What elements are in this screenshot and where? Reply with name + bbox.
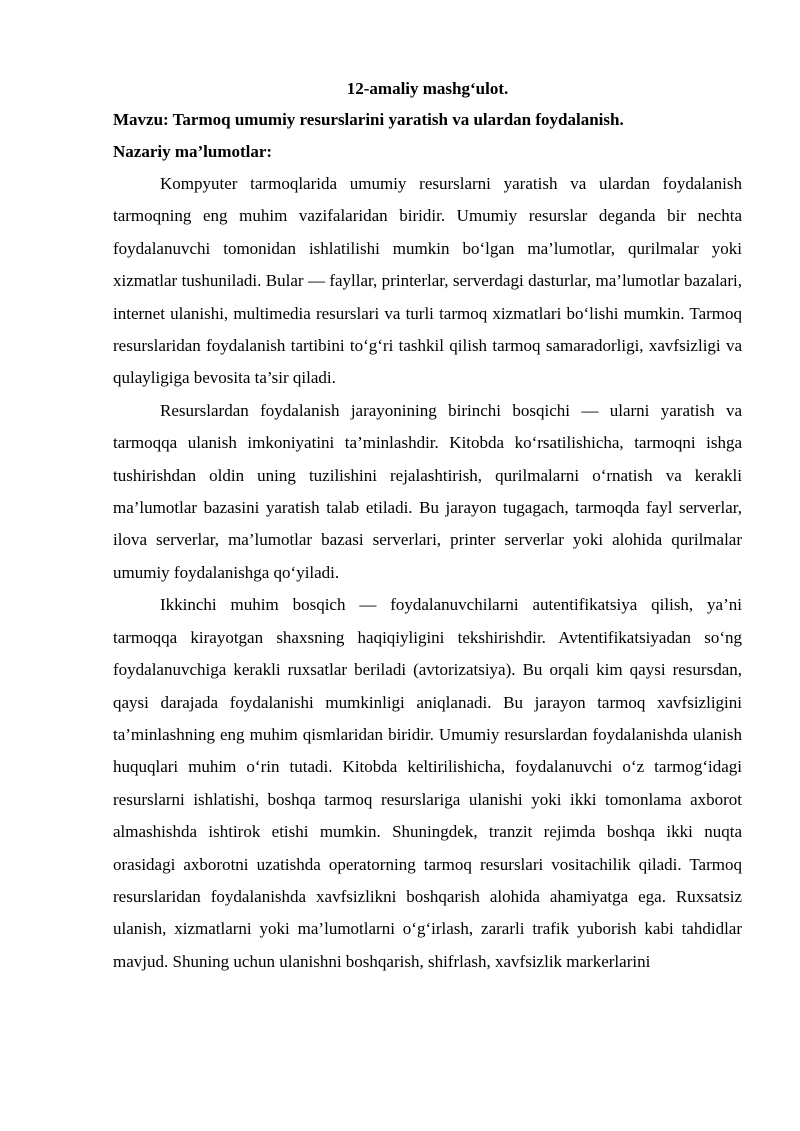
- lesson-number-title: 12-amaliy mashg‘ulot.: [346, 79, 509, 98]
- paragraph-3: Ikkinchi muhim bosqich — foydalanuvchilarni autentifikatsiya qilish, ya’ni tarmoqqa kirayotgan shaxsning haqiqiyligini tekshirishdir. Avtentifikatsiyadan so‘ng foydalanuvchiga kerakli ruxsatlar beriladi (avtorizatsiya). Bu orqali kim qaysi resursdan, qaysi darajada foydalanishi mumkinligi aniqlanadi. Bu jarayon tarmoq xavfsizligini ta’minlashning eng muhim qismlaridan biridir. Umumiy resurslardan foydalanishda ulanish huquqlari muhim o‘rin tutadi. Kitobda keltirilishicha, foydalanuvchi o‘z tarmog‘idagi resurslarni ishlatishi, boshqa tarmoq resurslariga ulanishi yoki ikki tomonlama axborot almashishda ishtirok etishi mumkin. Shuningdek, tranzit rejimda boshqa ikki nuqta orasidagi axborotni uzatishda operatorning tarmoq resurslari vositachilik qiladi. Tarmoq resurslaridan foydalanishda xavfsizlikni boshqarish alohida ahamiyatga ega. Ruxsatsiz ulanish, xizmatlarni yoki ma’lumotlarni o‘g‘irlash, zararli trafik yuborish kabi tahdidlar mavjud. Shuning uchun ulanishni boshqarish, shifrlash, xavfsizlik markerlarini: [113, 595, 742, 971]
- paragraph-1: Kompyuter tarmoqlarida umumiy resurslarni yaratish va ulardan foydalanish tarmoqning eng muhim vazifalaridan biridir. Umumiy resurslar deganda bir nechta foydalanuvchi tomonidan ishlatilishi mumkin bo‘lgan ma’lumotlar, qurilmalar yoki xizmatlar tushuniladi. Bular — fayllar, printerlar, serverdagi dasturlar, ma’lumotlar bazalari, internet ulanishi, multimedia resurslari va turli tarmoq xizmatlari bo‘lishi mumkin. Tarmoq resurslaridan foydalanish tartibini to‘g‘ri tashkil qilish tarmoq samaradorligi, xavfsizligi va qulayligiga bevosita ta’sir qiladi.: [113, 174, 742, 388]
- theory-heading: Nazariy ma’lumotlar:: [113, 142, 273, 161]
- paragraph-2: Resurslardan foydalanish jarayonining birinchi bosqichi — ularni yaratish va tarmoqqa ulanish imkoniyatini ta’minlashdir. Kitobda ko‘rsatilishicha, tarmoqni ishga tushirishdan oldin uning tuzilishini rejalashtirish, qurilmalarni o‘rnatish va kerakli ma’lumotlar bazasini yaratish talab etiladi. Bu jarayon tugagach, tarmoqda fayl serverlar, ilova serverlar, ma’lumotlar bazasi serverlari, printer serverlar yoki alohida qurilmalar umumiy foydalanishga qo‘yiladi.: [113, 400, 742, 582]
- document-page: [113, 73, 742, 978]
- topic-heading: Mavzu: Tarmoq umumiy resurslarini yaratish va ulardan foydalanish.: [113, 110, 624, 129]
